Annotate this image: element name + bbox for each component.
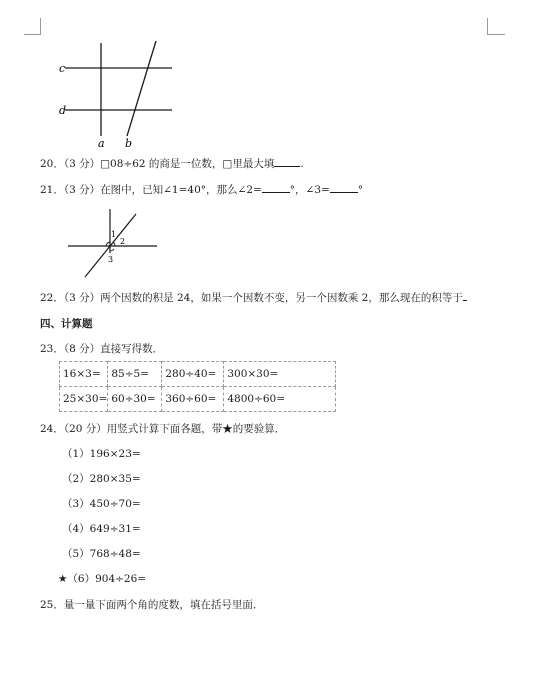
crop-mark-top-right-h — [487, 34, 505, 35]
question-25: 25．量一量下面两个角的度数，填在括号里面． — [40, 599, 264, 611]
angles-figure — [64, 205, 164, 285]
table-cell[interactable]: 300×30= — [224, 362, 336, 387]
label-a: a — [98, 137, 105, 150]
label-c: c — [59, 62, 66, 75]
list-item: （1）196×23= — [62, 448, 141, 460]
degree-symbol-1: ° — [289, 184, 296, 196]
answer-blank-angle3[interactable] — [330, 182, 358, 193]
crop-mark-top-left — [40, 18, 41, 35]
table-cell[interactable]: 25×30= — [60, 387, 108, 412]
label-d: d — [59, 104, 67, 117]
table-row — [60, 387, 336, 412]
angle-label-1: 1 — [111, 230, 117, 239]
list-item: （3）450÷70= — [62, 498, 141, 510]
parallel-lines-figure — [55, 38, 180, 150]
table-cell[interactable]: 60÷30= — [108, 387, 162, 412]
list-item: （4）649÷31= — [62, 523, 141, 535]
table-row — [60, 362, 336, 387]
table-cell[interactable]: 85÷5= — [108, 362, 162, 387]
table-cell[interactable]: 16×3= — [60, 362, 108, 387]
question-21-text: 21．（3 分）在图中，已知∠1=40°，那么∠2= — [40, 184, 262, 196]
angle-label-3: 3 — [108, 255, 114, 264]
question-21 — [40, 182, 363, 197]
question-24: 24．（20 分）用竖式计算下面各题，带★的要验算． — [40, 423, 286, 435]
question-20-text: 20．（3 分）□08÷62 的商是一位数，□里最大填 — [40, 158, 275, 170]
answer-blank-20[interactable] — [274, 156, 300, 167]
table-cell[interactable]: 360÷60= — [162, 387, 224, 412]
question-23: 23．（8 分）直接写得数． — [40, 343, 164, 355]
mental-math-table — [59, 361, 336, 412]
degree-symbol-2: ° — [357, 184, 364, 196]
question-22-text: 22．（3 分）两个因数的积是 24，如果一个因数不变，另一个因数乘 2，那么现在的积等于 — [40, 292, 463, 304]
question-21-sep: ，∠3= — [295, 184, 330, 196]
answer-blank-angle2[interactable] — [262, 182, 290, 193]
question-20-end: . — [300, 158, 304, 170]
table-cell[interactable]: 4800÷60= — [224, 387, 336, 412]
list-item: （2）280×35= — [62, 473, 141, 485]
question-22 — [40, 290, 467, 305]
crop-mark-top-left-h — [24, 34, 41, 35]
angle-label-2: 2 — [120, 237, 126, 246]
question-20 — [40, 156, 304, 171]
list-item: （5）768÷48= — [62, 548, 141, 560]
table-cell[interactable]: 280÷40= — [162, 362, 224, 387]
label-b: b — [125, 137, 133, 150]
list-item-starred: ★（6）904÷26= — [58, 573, 147, 585]
crop-mark-top-right — [487, 18, 488, 35]
section-title-calculation: 四、计算题 — [40, 318, 93, 330]
answer-blank-22[interactable] — [463, 290, 467, 301]
